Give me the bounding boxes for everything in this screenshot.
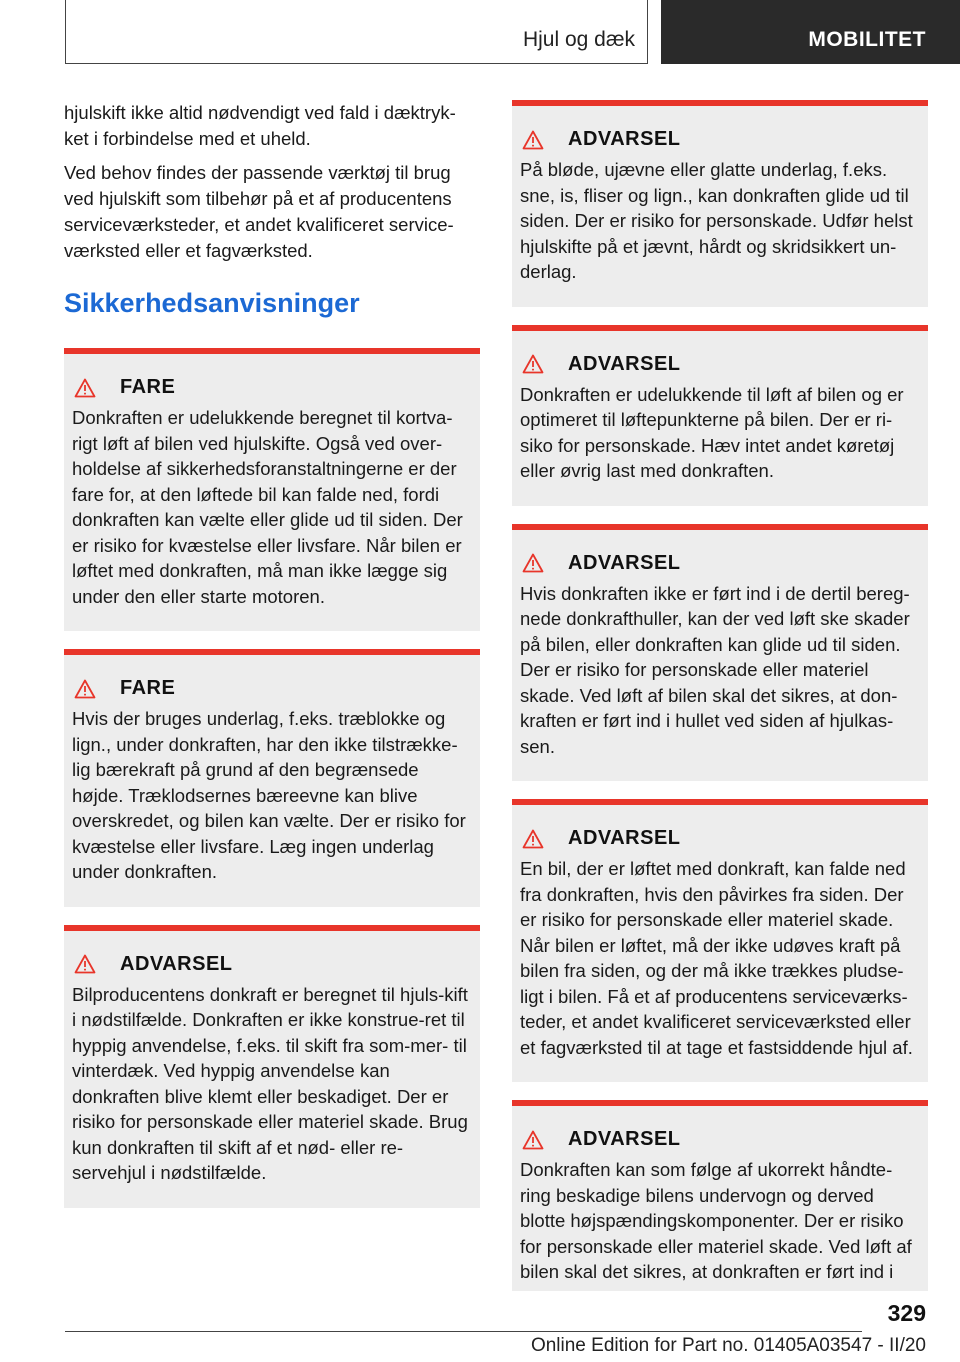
warning-box xyxy=(64,649,480,907)
footer-divider xyxy=(65,1331,862,1332)
warning-title: ADVARSEL xyxy=(568,352,681,375)
page-header xyxy=(0,0,960,66)
warning-triangle-icon xyxy=(522,130,544,150)
intro-paragraph-1: hjulskift ikke altid nødvendigt ved fald i dæktryk-ket i forbindelse med et uheld. xyxy=(64,102,456,149)
warning-text: På bløde, ujævne eller glatte underlag, f.eks. sne, is, fliser og lign., kan donkraften glide ud til siden. Der er risiko for personskade. Udfør helst hjulskifte på et jævnt, hårdt og skridsikkert un-derlag. xyxy=(520,159,913,282)
warning-box xyxy=(512,1100,928,1291)
warning-title: ADVARSEL xyxy=(568,551,681,574)
warning-text: Donkraften er udelukkende til løft af bilen og er optimeret til løftepunkterne på bilen. Der er ri-siko for personskade. Hæv intet andet køretøj eller øvrig last med donkraften. xyxy=(520,383,904,481)
warning-box xyxy=(512,524,928,782)
warning-title: ADVARSEL xyxy=(568,1128,681,1150)
warning-title: FARE xyxy=(120,376,176,398)
warning-triangle-icon xyxy=(522,354,544,374)
warning-box-header xyxy=(522,1128,920,1151)
warning-title: FARE xyxy=(120,677,176,699)
left-column xyxy=(64,100,480,1226)
warning-triangle-icon xyxy=(74,679,96,699)
section-tab: MOBILITET xyxy=(661,0,960,64)
warning-text: Donkraften er udelukkende beregnet til kortva-rigt løft af bilen ved hjulskifte. Også ved over-holdelse af sikkerhedsforanstaltningerne er der fare for, at den løftede bil kan falde ned, fordi donkraften kan vælte eller glide ud til siden. Der er risiko for kvæstelse eller livsfare. Når bilen er løftet med donkraften, må man ikke lægge sig under den eller starte motoren. xyxy=(72,407,463,607)
warning-text: Hvis donkraften ikke er ført ind i de dertil bereg-nede donkrafthuller, kan der ved løft ske skader på bilen, eller donkraften kan glide ud til siden. Der er risiko for personskade eller materiel skade. Ved løft af bilen skal det sikres, at don-kraften er ført ind i hullet ved siden af hjulkas-sen. xyxy=(520,582,910,757)
warning-text: Hvis der bruges underlag, f.eks. træblokke og lign., under donkraften, har den ikke tilstrække-lig bærekraft på grund af den begrænsede højde. Træklodsernes bæreevne kan blive overskredet, og bilen kan vælte. Der er risiko for kvæstelse eller livsfare. Læg ingen underlag under donkraften. xyxy=(72,708,466,882)
warning-box-header xyxy=(522,827,920,850)
intro-paragraph-2: Ved behov findes der passende værktøj til brug ved hjulskift som tilbehør på et af producentens serviceværksteder, et andet kvalificeret service-værksted eller et fagværksted. xyxy=(64,162,454,261)
warning-triangle-icon xyxy=(522,1130,544,1150)
warning-box xyxy=(512,799,928,1082)
warning-box-header xyxy=(74,376,472,399)
section-heading: Sikkerhedsanvisninger xyxy=(64,288,360,318)
warning-box-header xyxy=(522,552,920,575)
warning-box xyxy=(64,925,480,1208)
warning-triangle-icon xyxy=(522,829,544,849)
warning-box xyxy=(64,348,480,631)
chapter-frame xyxy=(65,0,648,64)
warning-box xyxy=(512,100,928,307)
warning-title: ADVARSEL xyxy=(120,952,233,975)
warning-title: ADVARSEL xyxy=(568,827,681,849)
warning-text: En bil, der er løftet med donkraft, kan falde ned fra donkraften, hvis den påvirkes fra siden. Der er risiko for personskade eller materiel skade. Når bilen er løftet, må der ikke udøves kraft på bilen fra siden, og der må ikke trækkes pludse-ligt i bilen. Få et af producentens serviceværks-teder, et andet kvalificeret serviceværksted eller et fagværksted til at tage et fastsiddende hjul af. xyxy=(520,858,913,1058)
warning-box-header xyxy=(74,953,472,976)
warning-text: Donkraften kan som følge af ukorrekt håndte-ring beskadige bilens undervogn og derved blotte højspændingskomponenter. Der er risiko for personskade eller materiel skade. Ved løft af bilen skal det sikres, at donkraften er ført ind i xyxy=(520,1159,912,1282)
right-column xyxy=(512,100,928,1309)
warning-triangle-icon xyxy=(74,954,96,974)
warning-box-header xyxy=(522,353,920,376)
warning-box-header xyxy=(74,677,472,700)
warning-text: Bilproducentens donkraft er beregnet til hjuls-kift i nødstilfælde. Donkraften er ikke konstrue-ret til hyppig anvendelse, f.eks. til skift fra som-mer- til vinterdæk. Ved hyppig anvendelse kan donkraften blive klemt eller beskadiget. Der er risiko for personskade eller materiel skade. Brug kun donkraften til skift af et nød- eller re-servehjul i nødstilfælde. xyxy=(72,983,468,1183)
edition-note: Online Edition for Part no. 01405A03547 - II/20 xyxy=(530,1335,926,1356)
page-number: 329 xyxy=(887,1300,926,1326)
warning-triangle-icon xyxy=(74,378,96,398)
chapter-title: Hjul og dæk xyxy=(522,28,635,51)
warning-box xyxy=(512,325,928,506)
warning-triangle-icon xyxy=(522,553,544,573)
warning-title: ADVARSEL xyxy=(568,128,681,150)
warning-box-header xyxy=(522,128,920,151)
